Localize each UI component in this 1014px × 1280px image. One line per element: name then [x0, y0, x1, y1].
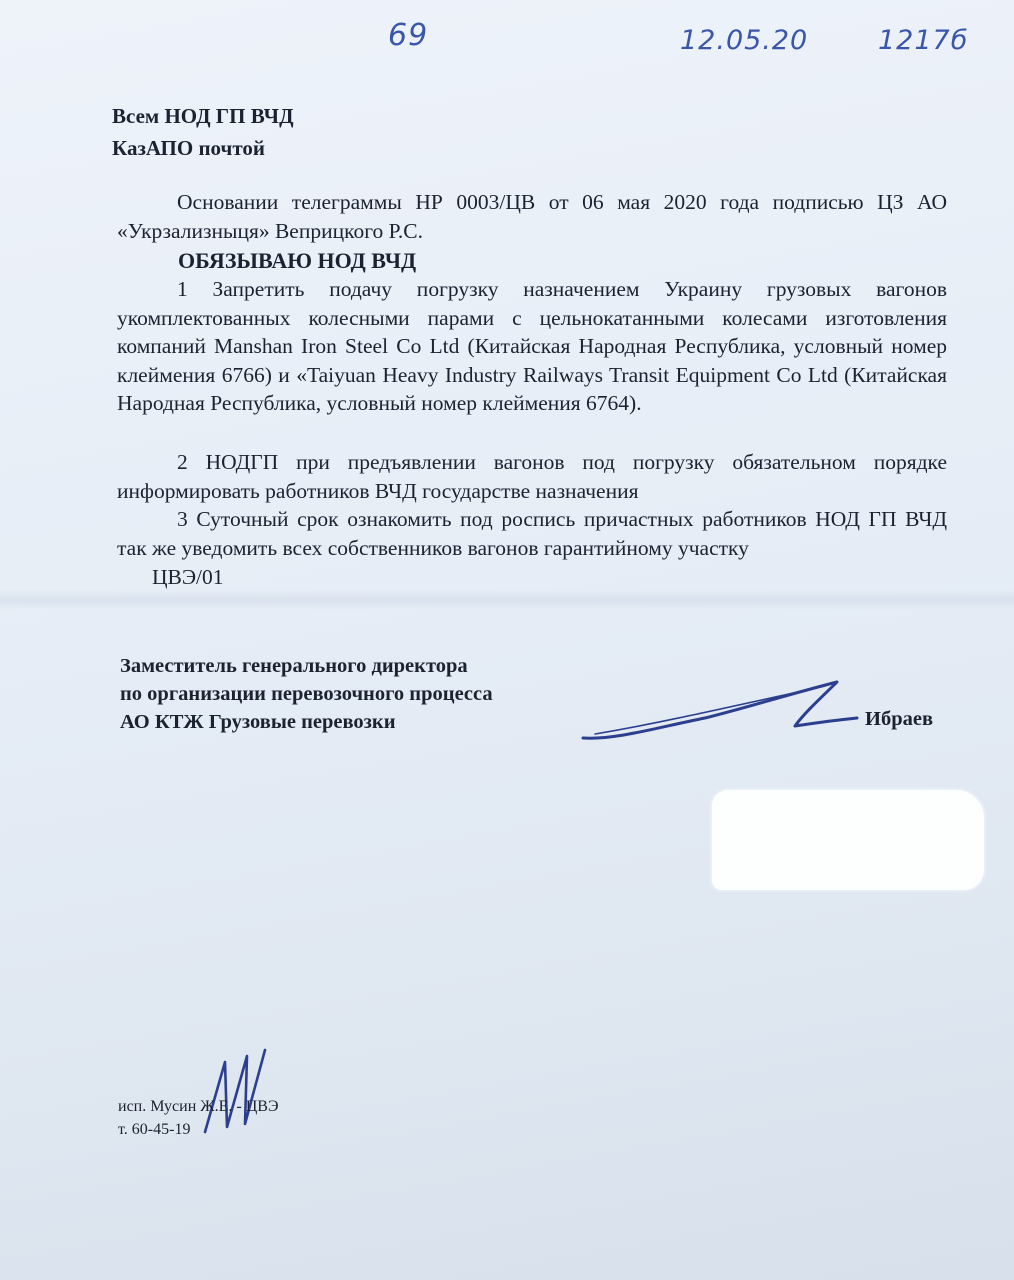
handwritten-number: 69 — [388, 18, 429, 53]
signatory-title — [120, 652, 493, 736]
signatory-title-line-1: Заместитель генерального директора — [120, 655, 468, 677]
addressee-line-2: КазАПО почтой — [112, 136, 265, 160]
executor-initials-signature — [195, 1042, 275, 1142]
directive-heading: ОБЯЗЫВАЮ НОД ВЧД — [178, 248, 417, 273]
signatory-title-line-2: по организации перевозочного процесса — [120, 683, 493, 705]
executor-line: исп. Мусин Ж.Е. - ЦВЭ — [118, 1098, 279, 1115]
intro-paragraph: Основании телеграммы НР 0003/ЦВ от 06 мая 2020 года подписью ЦЗ АО «Укрзализныця» Веприцкого Р.С. — [117, 190, 947, 243]
handwritten-date: 12.05.20 — [680, 25, 809, 56]
item-1-paragraph: 1 Запретить подачу погрузку назначением Украину грузовых вагонов укомплектованных колесными парами с цельнокатанными колесами изготовления компаний Manshan Iron Steel Co Ltd (Китайская Народная Республика, условный номер клеймения 6766) и «Taiyuan Heavy Industry Railways Transit Equipment Co Ltd (Китайская Народная Республика, условный номер клеймения 6764). — [117, 277, 947, 415]
item-2-paragraph: 2 НОДГП при предъявлении вагонов под погрузку обязательном порядке информировать работников ВЧД государстве назначения — [117, 450, 947, 503]
item-3-tail: ЦВЭ/01 — [152, 565, 224, 589]
paper-fold — [0, 590, 1014, 610]
signatory-title-line-3: АО КТЖ Грузовые перевозки — [120, 711, 396, 733]
executor-phone: т. 60-45-19 — [118, 1121, 191, 1138]
handwritten-reg-number: 1217б — [878, 25, 969, 56]
item-3-paragraph: 3 Суточный срок ознакомить под роспись причастных работников НОД ГП ВЧД так же уведомить всех собственников вагонов гарантийному участку — [117, 507, 947, 560]
handwritten-signature — [575, 668, 865, 750]
addressee-line-1: Всем НОД ГП ВЧД — [112, 104, 294, 128]
redacted-area — [712, 790, 984, 890]
signatory-name: Ибраев — [865, 708, 934, 730]
